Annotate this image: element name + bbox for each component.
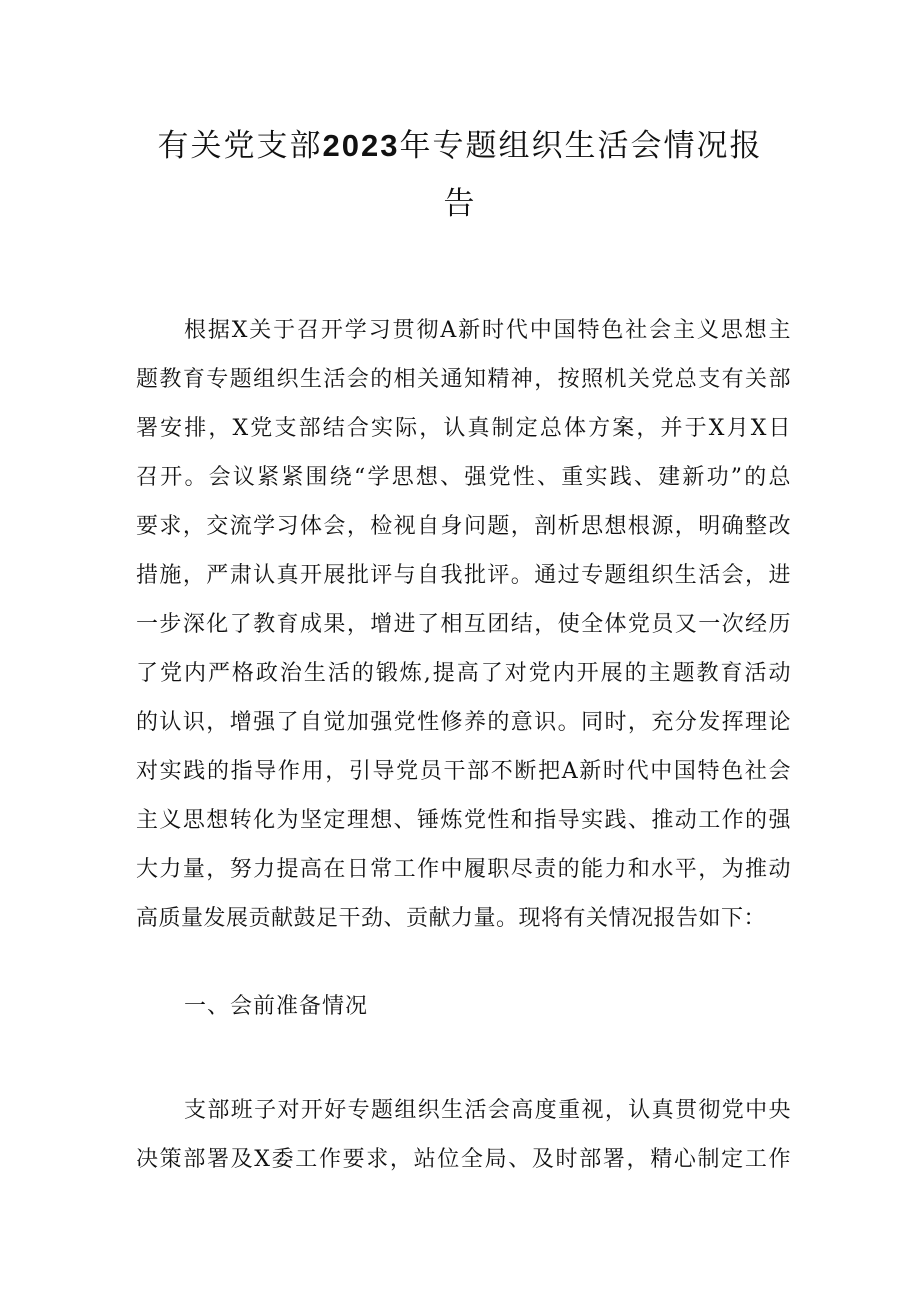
paragraph-line: 高质量发展贡献鼓足干劲、贡献力量。现将有关情况报告如下： [136, 906, 767, 931]
paragraph-line: 的认识，增强了自觉加强党性修养的意识。同时，充分发挥理论 [136, 710, 791, 735]
title-text-pre: 有关党支部 [157, 128, 323, 164]
section-heading: 一、会前准备情况 [184, 994, 369, 1019]
paragraph-line: 措施，严肃认真开展批评与自我批评。通过专题组织生活会，进 [136, 563, 791, 588]
paragraph-line: 署安排，X党支部结合实际，认真制定总体方案，并于X月X日 [136, 416, 791, 441]
paragraph-line: 主义思想转化为坚定理想、锤炼党性和指导实践、推动工作的强 [136, 808, 791, 833]
paragraph-line: 决策部署及X委工作要求，站位全局、及时部署，精心制定工作 [136, 1147, 791, 1172]
document-title-line-2: 告 [443, 186, 477, 222]
title-year: 2023 [322, 128, 400, 163]
paragraph-line: 题教育专题组织生活会的相关通知精神，按照机关党总支有关部 [136, 367, 791, 392]
paragraph-line: 根据X关于召开学习贯彻A新时代中国特色社会主义思想主 [184, 318, 791, 343]
paragraph-line: 对实践的指导作用，引导党员干部不断把A新时代中国特色社会 [136, 759, 791, 784]
paragraph-line: 支部班子对开好专题组织生活会高度重视，认真贯彻党中央 [184, 1098, 791, 1123]
paragraph-line: 一步深化了教育成果，增进了相互团结，使全体党员又一次经历 [136, 612, 791, 637]
title-text-post: 年专题组织生活会情况报 [399, 128, 763, 164]
paragraph-line: 大力量，努力提高在日常工作中履职尽责的能力和水平，为推动 [136, 857, 791, 882]
document-title-line-1 [130, 118, 790, 174]
paragraph-line: 了党内严格政治生活的锻炼,提高了对党内开展的主题教育活动 [136, 661, 791, 686]
paragraph-line: 召开。会议紧紧围绕“学思想、强党性、重实践、建新功”的总 [136, 465, 791, 490]
paragraph-line: 要求，交流学习体会，检视自身问题，剖析思想根源，明确整改 [136, 514, 791, 539]
